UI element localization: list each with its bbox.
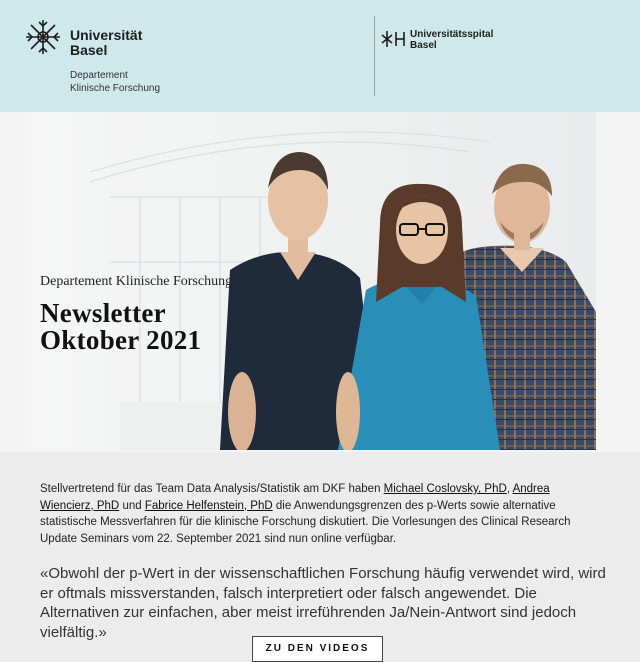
intro-text-2: die Anwendungsgrenzen des p-Werts sowie alternative statistische Messverfahren für die klinische Forschung diskutiert. Die Vorlesungen des Clinical Research Update Seminars vom 22. September 2021 sind nun online verfügbar.: [40, 499, 571, 545]
intro-sep-1: ,: [506, 483, 513, 495]
newsletter-header: [0, 0, 640, 112]
hospital-name-line1: Universitätsspital: [410, 29, 494, 40]
header-divider: [374, 16, 375, 96]
intro-text-1: Stellvertretend für das Team Data Analysis/Statistik am DKF haben: [40, 483, 384, 495]
hero-title-line1: Newsletter: [40, 298, 166, 328]
department-name-line2: Klinische Forschung: [70, 83, 161, 94]
department-name: [70, 69, 160, 95]
hero-title: [40, 300, 201, 354]
hospital-name: [410, 29, 493, 51]
videos-button[interactable]: ZU DEN VIDEOS: [252, 636, 383, 662]
intro-sep-2: und: [119, 499, 145, 512]
department-name-line1: Departement: [70, 70, 128, 81]
hero-banner: [0, 112, 640, 452]
link-fabrice-helfenstein[interactable]: Fabrice Helfenstein, PhD: [144, 499, 273, 512]
link-michael-coslovsky[interactable]: Michael Coslovsky, PhD: [383, 483, 507, 495]
hospital-name-line2: Basel: [410, 40, 437, 51]
university-name-line1: Universität: [70, 27, 143, 43]
hero-subtitle: Departement Klinische Forschung: [40, 274, 233, 289]
university-name-line2: Basel: [70, 42, 108, 58]
link-andrea-wiencierz[interactable]: Andrea Wiencierz, PhD: [40, 483, 550, 512]
university-name: [70, 28, 142, 58]
universitaetsspital-logo-icon: [380, 30, 406, 48]
hero-title-line2: Oktober 2021: [40, 325, 202, 355]
university-basel-logo-icon: [24, 18, 62, 56]
intro-paragraph: [40, 481, 600, 547]
quote-text: «Obwohl der p-Wert in der wissenschaftlichen Forschung häufig verwendet wird, wird er oftmals missverstanden, falsch interpretiert oder falsch angewendet. Die Alternativen zur einfachen, aber meist irreführenden Ja/Nein-Antwort sind jedoch vielfältig.»: [40, 565, 606, 641]
